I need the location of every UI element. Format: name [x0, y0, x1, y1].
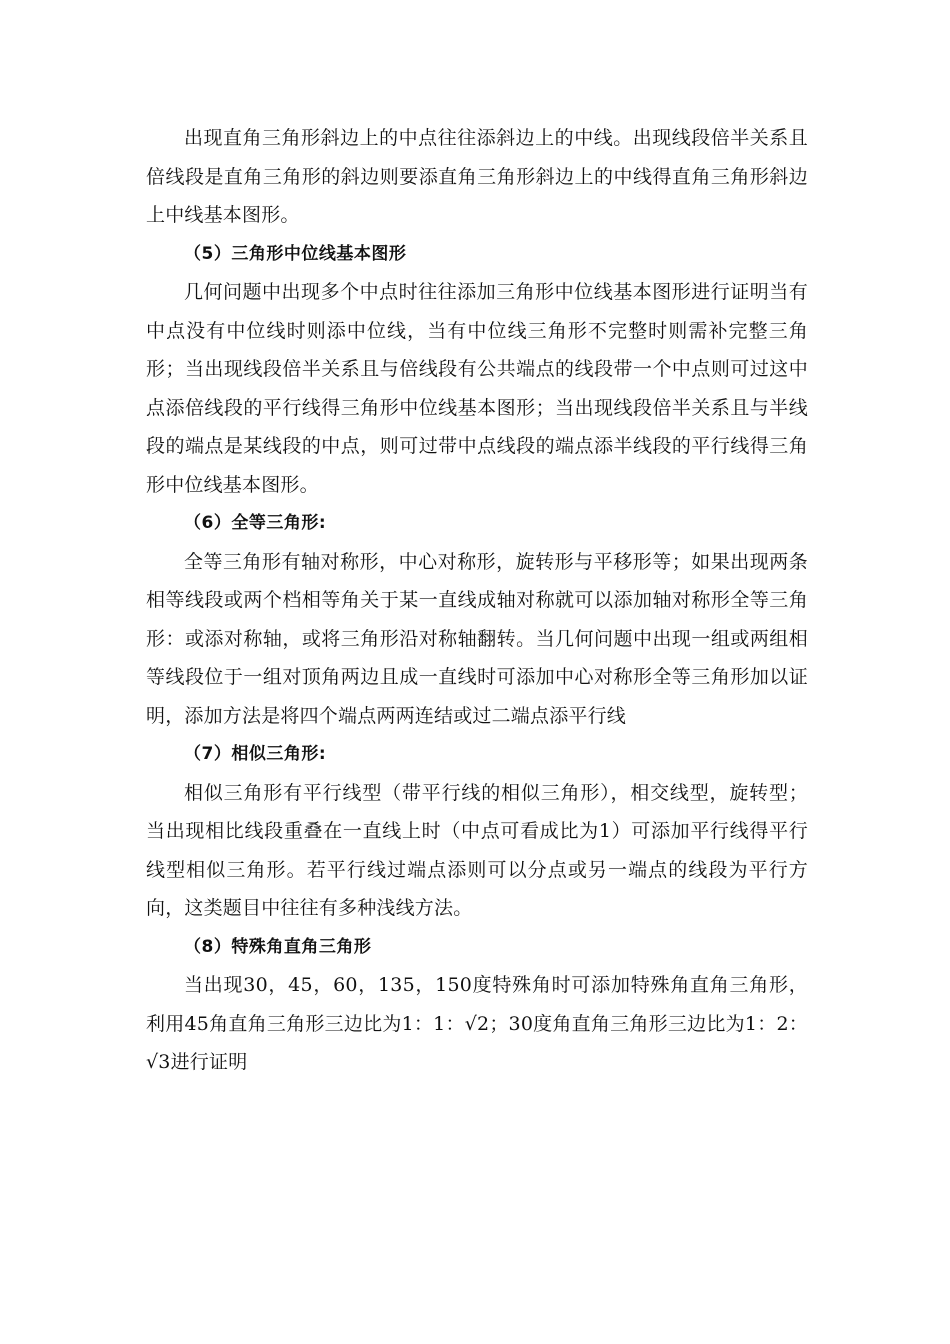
paragraph-congruent-triangles: 全等三角形有轴对称形，中心对称形，旋转形与平移形等；如果出现两条相等线段或两个档相等角关于某一直线成轴对称就可以添加轴对称形全等三角形：或添对称轴，或将三角形沿对称轴翻转。当几何问题中出现一组或两组相等线段位于一组对顶角两边且成一直线时可添加中心对称形全等三角形加以证明，添加方法是将四个端点两两连结或过二端点添平行线 — [146, 550, 808, 727]
paragraph-special-right-triangles: 当出现30，45，60，135，150度特殊角时可添加特殊角直角三角形，利用45角直角三角形三边比为1：1：√2；30度角直角三角形三边比为1：2：√3进行证明 — [146, 974, 808, 1073]
paragraph-similar-triangles: 相似三角形有平行线型（带平行线的相似三角形），相交线型，旋转型；当出现相比线段重叠在一直线上时（中点可看成比为1）可添加平行线得平行线型相似三角形。若平行线过端点添则可以分点或另一端点的线段为平行方向，这类题目中往往有多种浅线方法。 — [146, 781, 808, 919]
heading-midline: （5）三角形中位线基本图形 — [184, 243, 407, 264]
heading-similar-triangles: （7）相似三角形: — [184, 744, 327, 764]
document-body — [146, 119, 808, 1082]
paragraph-midline: 几何问题中出现多个中点时往往添加三角形中位线基本图形进行证明当有中点没有中位线时则添中位线，当有中位线三角形不完整时则需补完整三角形；当出现线段倍半关系且与倍线段有公共端点的线段带一个中点则可过这中点添倍线段的平行线得三角形中位线基本图形；当出现线段倍半关系且与半线段的端点是某线段的中点，则可过带中点线段的端点添半线段的平行线得三角形中位线基本图形。 — [146, 281, 808, 496]
heading-congruent-triangles: （6）全等三角形: — [184, 513, 327, 533]
paragraph-median-hypotenuse: 出现直角三角形斜边上的中点往往添斜边上的中线。出现线段倍半关系且倍线段是直角三角形的斜边则要添直角三角形斜边上的中线得直角三角形斜边上中线基本图形。 — [146, 127, 808, 226]
heading-special-right-triangles: （8）特殊角直角三角形 — [184, 936, 372, 957]
